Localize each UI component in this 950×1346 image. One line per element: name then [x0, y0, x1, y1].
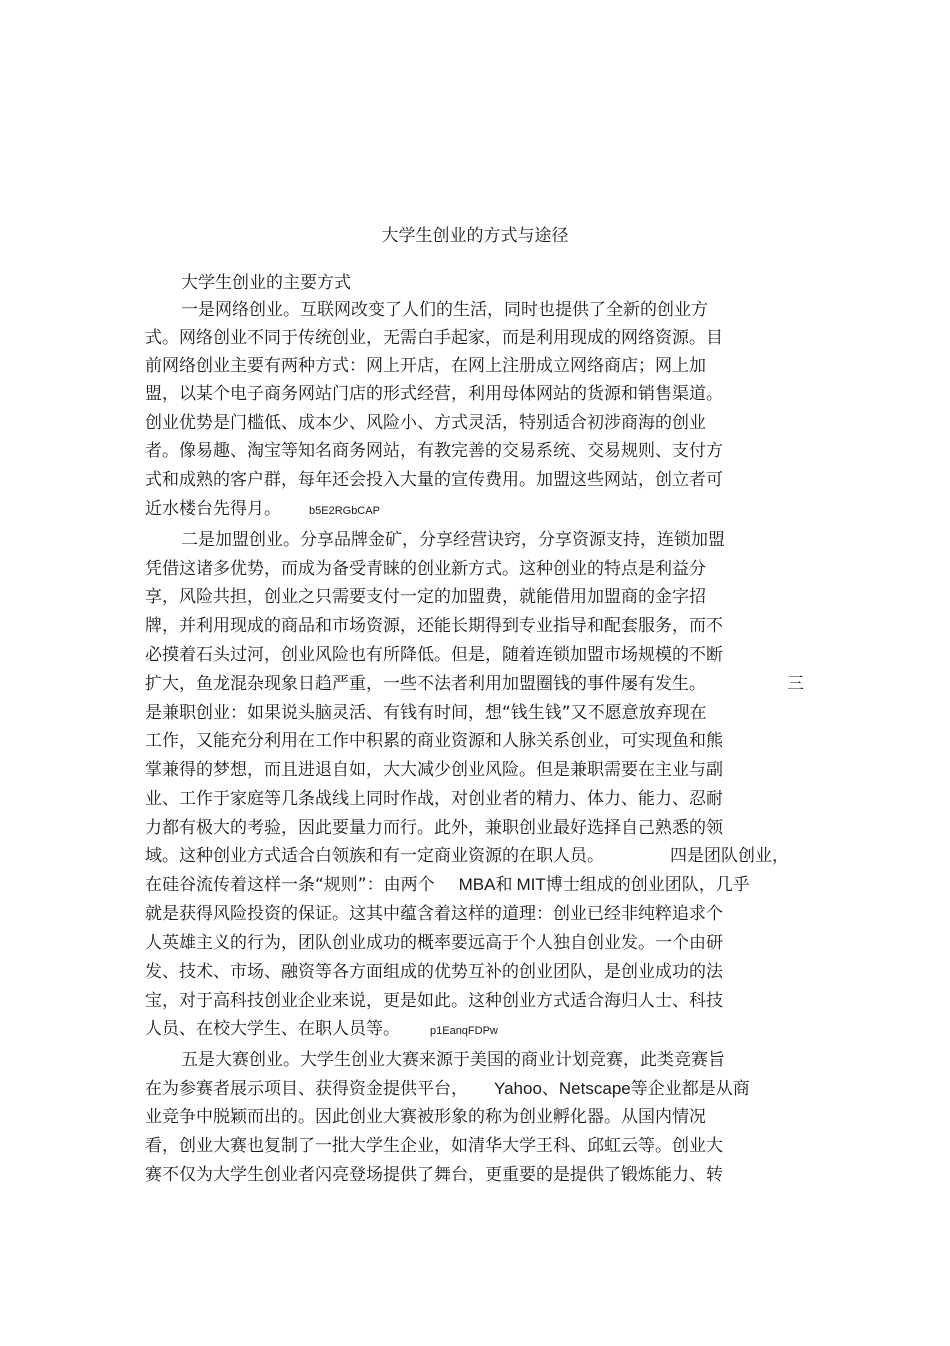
paragraph-line: 必摸着石头过河，创业风险也有所降低。但是，随着连锁加盟市场规模的不断 [145, 645, 723, 665]
line-text: 近水楼台先得月。 [145, 499, 281, 519]
paragraph-line: 三 [787, 674, 804, 694]
paragraph-line [145, 496, 380, 524]
line-text: 博士组成的创业团队，几乎 [545, 875, 750, 895]
paragraph-line: 域。这种创业方式适合白领族和有一定商业资源的在职人员。 [145, 846, 604, 866]
paragraph-line: 看，创业大赛也复制了一批大学生企业，如清华大学王科、邱虹云等。创业大 [145, 1136, 723, 1156]
paragraph-line: 掌兼得的梦想，而且进退自如，大大减少创业风险。但是兼职需要在主业与副 [145, 760, 723, 780]
doc-code: b5E2RGbCAP [309, 505, 380, 517]
line-text: 和 [495, 875, 513, 895]
paragraph-line: 者。像易趣、淘宝等知名商务网站，有教完善的交易系统、交易规则、支付方 [145, 441, 723, 461]
paragraph-line: 二是加盟创业。分享品牌金矿，分享经营诀窍，分享资源支持，连锁加盟 [181, 530, 725, 550]
paragraph-line: 盟，以某个电子商务网站门店的形式经营，利用母体网站的货源和销售渠道。 [145, 384, 723, 404]
paragraph-line: 式。网络创业不同于传统创业，无需白手起家，而是利用现成的网络资源。目 [145, 328, 723, 348]
paragraph-line: 一是网络创业。互联网改变了人们的生活，同时也提供了全新的创业方 [181, 300, 708, 320]
paragraph-line: 式和成熟的客户群，每年还会投入大量的宣传费用。加盟这些网站，创立者可 [145, 470, 723, 490]
term-mba: MBA [458, 875, 496, 894]
section-heading: 大学生创业的主要方式 [181, 273, 351, 293]
term-yahoo: Yahoo [494, 1079, 542, 1098]
paragraph-line: 是兼职创业：如果说头脑灵活、有钱有时间，想“钱生钱”又不愿意放弃现在 [145, 703, 707, 723]
line-text: 在为参赛者展示项目、获得资金提供平台， [145, 1079, 468, 1099]
paragraph-line [145, 1076, 750, 1102]
paragraph-line: 扩大，鱼龙混杂现象日趋严重，一些不法者利用加盟圈钱的事件屡有发生。 [145, 674, 706, 694]
paragraph-line [145, 1016, 498, 1044]
paragraph-line: 工作，又能充分利用在工作中积累的商业资源和人脉关系创业，可实现鱼和熊 [145, 731, 723, 751]
paragraph-line: 赛不仅为大学生创业者闪亮登场提供了舞台，更重要的是提供了锻炼能力、转 [145, 1165, 723, 1185]
paragraph-line: 四是团队创业， [670, 846, 789, 866]
document-title: 大学生创业的方式与途径 [381, 226, 569, 246]
paragraph-line: 凭借这诸多优势，而成为备受青睐的创业新方式。这种创业的特点是利益分 [145, 559, 706, 579]
paragraph-line [145, 872, 750, 898]
paragraph-line: 创业优势是门槛低、成本少、风险小、方式灵活，特别适合初涉商海的创业 [145, 413, 706, 433]
paragraph-line: 力都有极大的考验，因此要量力而行。此外，兼职创业最好选择自己熟悉的领 [145, 818, 723, 838]
paragraph-line: 业竞争中脱颖而出的。因此创业大赛被形象的称为创业孵化器。从国内情况 [145, 1107, 706, 1127]
paragraph-line: 享，风险共担，创业之只需要支付一定的加盟费，就能借用加盟商的金字招 [145, 587, 706, 607]
paragraph-line: 宝，对于高科技创业企业来说，更是如此。这种创业方式适合海归人士、科技 [145, 991, 723, 1011]
line-text: 人员、在校大学生、在职人员等。 [145, 1019, 400, 1039]
line-text: 等企业都是从商 [630, 1079, 750, 1099]
paragraph-line: 五是大赛创业。大学生创业大赛来源于美国的商业计划竞赛，此类竞赛旨 [181, 1050, 725, 1070]
term-mit: MIT [516, 875, 546, 894]
paragraph-line: 前网络创业主要有两种方式：网上开店，在网上注册成立网络商店；网上加 [145, 356, 706, 376]
term-netscape: Netscape [558, 1079, 631, 1098]
line-text: 、 [541, 1079, 559, 1099]
paragraph-line: 发、技术、市场、融资等各方面组成的优势互补的创业团队，是创业成功的法 [145, 962, 723, 982]
line-text: 在硅谷流传着这样一条“规则”：由两个 [145, 875, 435, 895]
paragraph-line: 就是获得风险投资的保证。这其中蕴含着这样的道理：创业已经非纯粹追求个 [145, 904, 723, 924]
paragraph-line: 人英雄主义的行为，团队创业成功的概率要远高于个人独自创业发。一个由研 [145, 933, 723, 953]
paragraph-line: 牌，并利用现成的商品和市场资源，还能长期得到专业指导和配套服务，而不 [145, 616, 723, 636]
paragraph-line: 业、工作于家庭等几条战线上同时作战，对创业者的精力、体力、能力、忍耐 [145, 789, 723, 809]
doc-code: p1EanqFDPw [430, 1025, 498, 1037]
